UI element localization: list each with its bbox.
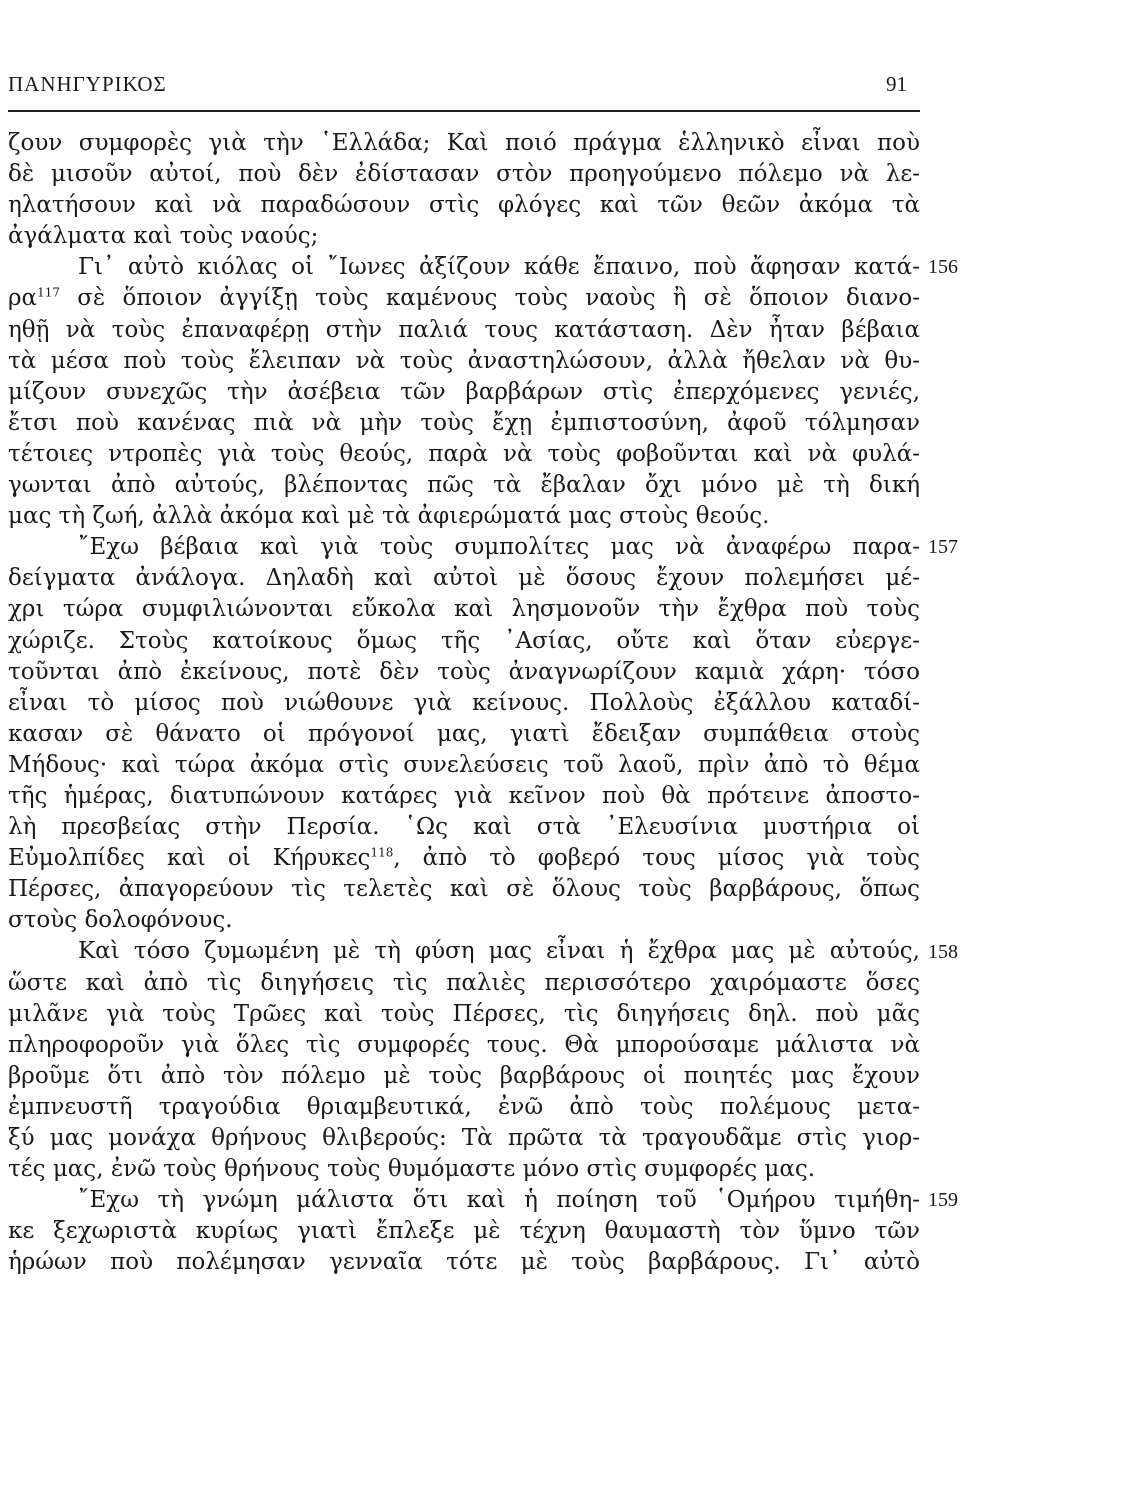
text-line-content: ηλατήσουν καὶ νὰ παραδώσουν στὶς φλόγες καὶ τῶν θεῶν ἀκόμα τὰ [8, 192, 920, 219]
text-line [8, 470, 920, 501]
text-line [8, 532, 920, 563]
body-text [8, 128, 920, 1278]
text-line-content: τέτοιες ντροπὲς γιὰ τοὺς θεούς, παρὰ νὰ τοὺς φοβοῦνται καὶ νὰ φυλά- [8, 440, 920, 467]
text-line [8, 408, 920, 439]
section-number: 159 [928, 1189, 958, 1212]
header-rule [8, 110, 920, 112]
text-line [8, 159, 920, 190]
text-line-content: ῎Εχω τὴ γνώμη μάλιστα ὅτι καὶ ἡ ποίηση τοῦ ῾Ομήρου τιμήθη- [78, 1187, 920, 1214]
text-line-content: μίζουν συνεχῶς τὴν ἀσέβεια τῶν βαρβάρων στὶς ἐπερχόμενες γενιές, [8, 378, 920, 405]
text-line-content: ἀγάλματα καὶ τοὺς ναούς; [8, 223, 319, 250]
footnote-marker: 118 [370, 845, 394, 860]
text-line-content: τὰ μέσα ποὺ τοὺς ἔλειπαν νὰ τοὺς ἀναστηλώσουν, ἀλλὰ ἤθελαν νὰ θυ- [8, 347, 920, 374]
section-number: 158 [928, 940, 958, 963]
section-number: 156 [928, 256, 958, 279]
text-line [8, 1061, 920, 1092]
text-line-content: Γι᾿ αὐτὸ κιόλας οἱ ῎Ιωνες ἀξίζουν κάθε ἔπαινο, ποὺ ἄφησαν κατά- [78, 254, 920, 281]
text-line [8, 315, 920, 346]
text-line-content: ζουν συμφορὲς γιὰ τὴν ῾Ελλάδα; Καὶ ποιό πράγμα ἑλληνικὸ εἶναι ποὺ [8, 130, 920, 156]
text-line [8, 128, 920, 159]
text-line [8, 252, 920, 283]
text-line [8, 1030, 920, 1061]
text-line [8, 874, 920, 905]
text-line [8, 1123, 920, 1154]
text-line [8, 563, 920, 594]
text-line-continuation: σὲ ὅποιον ἀγγίξῃ τοὺς καμένους τοὺς ναοὺς ἢ σὲ ὅποιον διανο- [59, 285, 920, 312]
text-line-content: δείγματα ἀνάλογα. Δηλαδὴ καὶ αὐτοὶ μὲ ὅσους ἔχουν πολεμήσει μέ- [8, 565, 920, 592]
text-line-content: ἔτσι ποὺ κανένας πιὰ νὰ μὴν τοὺς ἔχῃ ἐμπιστοσύνη, ἀφοῦ τόλμησαν [8, 409, 920, 436]
text-line [8, 1154, 920, 1185]
text-line-content: δὲ μισοῦν αὐτοί, ποὺ δὲν ἐδίστασαν στὸν προηγούμενο πόλεμο νὰ λε- [8, 161, 920, 188]
text-line [8, 719, 920, 750]
text-line-content: τές μας, ἐνῶ τοὺς θρήνους τοὺς θυμόμαστε μόνο στὶς συμφορές μας. [8, 1156, 816, 1183]
text-line [8, 283, 920, 314]
section-number: 157 [928, 536, 958, 559]
text-line [8, 750, 920, 781]
text-line-content: τῆς ἡμέρας, διατυπώνουν κατάρες γιὰ κεῖνον ποὺ θὰ πρότεινε ἀποστο- [8, 782, 920, 809]
text-line [8, 594, 920, 625]
text-line-content: ἡρώων ποὺ πολέμησαν γενναῖα τότε μὲ τοὺς βαρβάρους. Γι᾿ αὐτὸ [8, 1249, 920, 1276]
text-line-continuation: , ἀπὸ τὸ φοβερό τους μίσος γιὰ τοὺς [393, 845, 920, 872]
text-line-content: Μήδους· καὶ τώρα ἀκόμα στὶς συνελεύσεις τοῦ λαοῦ, πρὶν ἀπὸ τὸ θέμα [8, 751, 920, 778]
text-line-content: ρα [8, 285, 38, 312]
running-header-title: ΠΑΝΗΓΥΡΙΚΟΣ [8, 72, 167, 96]
text-line-content: Πέρσες, ἀπαγορεύουν τὶς τελετὲς καὶ σὲ ὅλους τοὺς βαρβάρους, ὅπως [8, 876, 920, 903]
text-line [8, 346, 920, 377]
text-line-content: κε ξεχωριστὰ κυρίως γιατὶ ἔπλεξε μὲ τέχνη θαυμαστὴ τὸν ὕμνο τῶν [8, 1218, 920, 1245]
text-line-content: τοῦνται ἀπὸ ἐκείνους, ποτὲ δὲν τοὺς ἀναγνωρίζουν καμιὰ χάρη· τόσο [8, 658, 920, 685]
text-line-content: μιλᾶνε γιὰ τοὺς Τρῶες καὶ τοὺς Πέρσες, τὶς διηγήσεις δηλ. ποὺ μᾶς [8, 1000, 920, 1027]
footnote-marker: 117 [37, 285, 60, 300]
text-line [8, 905, 920, 936]
text-line-content: κασαν σὲ θάνατο οἱ πρόγονοί μας, γιατὶ ἔδειξαν συμπάθεια στοὺς [8, 720, 920, 747]
text-line [8, 1216, 920, 1247]
text-line-content: χώριζε. Στοὺς κατοίκους ὅμως τῆς ᾿Ασίας, οὔτε καὶ ὅταν εὐεργε- [8, 627, 920, 654]
text-line [8, 1247, 920, 1278]
text-line [8, 377, 920, 408]
text-line [8, 843, 920, 874]
text-line [8, 936, 920, 967]
text-line [8, 1092, 920, 1123]
text-line [8, 999, 920, 1030]
text-line [8, 688, 920, 719]
text-line [8, 657, 920, 688]
text-line-content: ἐμπνευστῆ τραγούδια θριαμβευτικά, ἐνῶ ἀπὸ τοὺς πολέμους μετα- [8, 1093, 920, 1120]
text-line-content: λὴ πρεσβείας στὴν Περσία. ῾Ως καὶ στὰ ᾿Ελευσίνια μυστήρια οἱ [8, 814, 920, 841]
text-line-content: Καὶ τόσο ζυμωμένη μὲ τὴ φύση μας εἶναι ἡ ἔχθρα μας μὲ αὐτούς, [78, 938, 920, 965]
text-line [8, 221, 920, 252]
text-line-content: βροῦμε ὅτι ἀπὸ τὸν πόλεμο μὲ τοὺς βαρβάρους οἱ ποιητές μας ἔχουν [8, 1062, 920, 1089]
page-number: 91 [886, 72, 907, 96]
text-line-content: στοὺς δολοφόνους. [8, 907, 233, 934]
text-line-content: ηθῇ νὰ τοὺς ἐπαναφέρῃ στὴν παλιά τους κατάσταση. Δὲν ἦταν βέβαια [8, 316, 920, 343]
text-line-content: χρι τώρα συμφιλιώνονται εὔκολα καὶ λησμονοῦν τὴν ἔχθρα ποὺ τοὺς [8, 596, 920, 623]
text-line-content: πληροφοροῦν γιὰ ὅλες τὶς συμφορές τους. Θὰ μπορούσαμε μάλιστα νὰ [8, 1031, 920, 1058]
text-line [8, 1185, 920, 1216]
text-line [8, 968, 920, 999]
text-line [8, 439, 920, 470]
text-line [8, 781, 920, 812]
text-line-content: ξύ μας μονάχα θρήνους θλιβερούς: Τὰ πρῶτα τὰ τραγουδᾶμε στὶς γιορ- [8, 1125, 920, 1151]
text-line-content: εἶναι τὸ μίσος ποὺ νιώθουνε γιὰ κείνους. Πολλοὺς ἐξάλλου καταδί- [8, 689, 920, 716]
text-line-content: ῎Εχω βέβαια καὶ γιὰ τοὺς συμπολίτες μας νὰ ἀναφέρω παρα- [78, 534, 920, 561]
text-line [8, 812, 920, 843]
text-line [8, 626, 920, 657]
text-line [8, 501, 920, 532]
text-line-content: γωνται ἀπὸ αὐτούς, βλέποντας πῶς τὰ ἔβαλαν ὄχι μόνο μὲ τὴ δική [8, 472, 920, 499]
text-line-content: Εὐμολπίδες καὶ οἱ Κήρυκες [8, 845, 371, 872]
text-line [8, 190, 920, 221]
text-line-content: ὥστε καὶ ἀπὸ τὶς διηγήσεις τὶς παλιὲς περισσότερο χαιρόμαστε ὅσες [8, 969, 920, 996]
text-line-content: μας τὴ ζωή, ἀλλὰ ἀκόμα καὶ μὲ τὰ ἀφιερώματά μας στοὺς θεούς. [8, 503, 770, 530]
